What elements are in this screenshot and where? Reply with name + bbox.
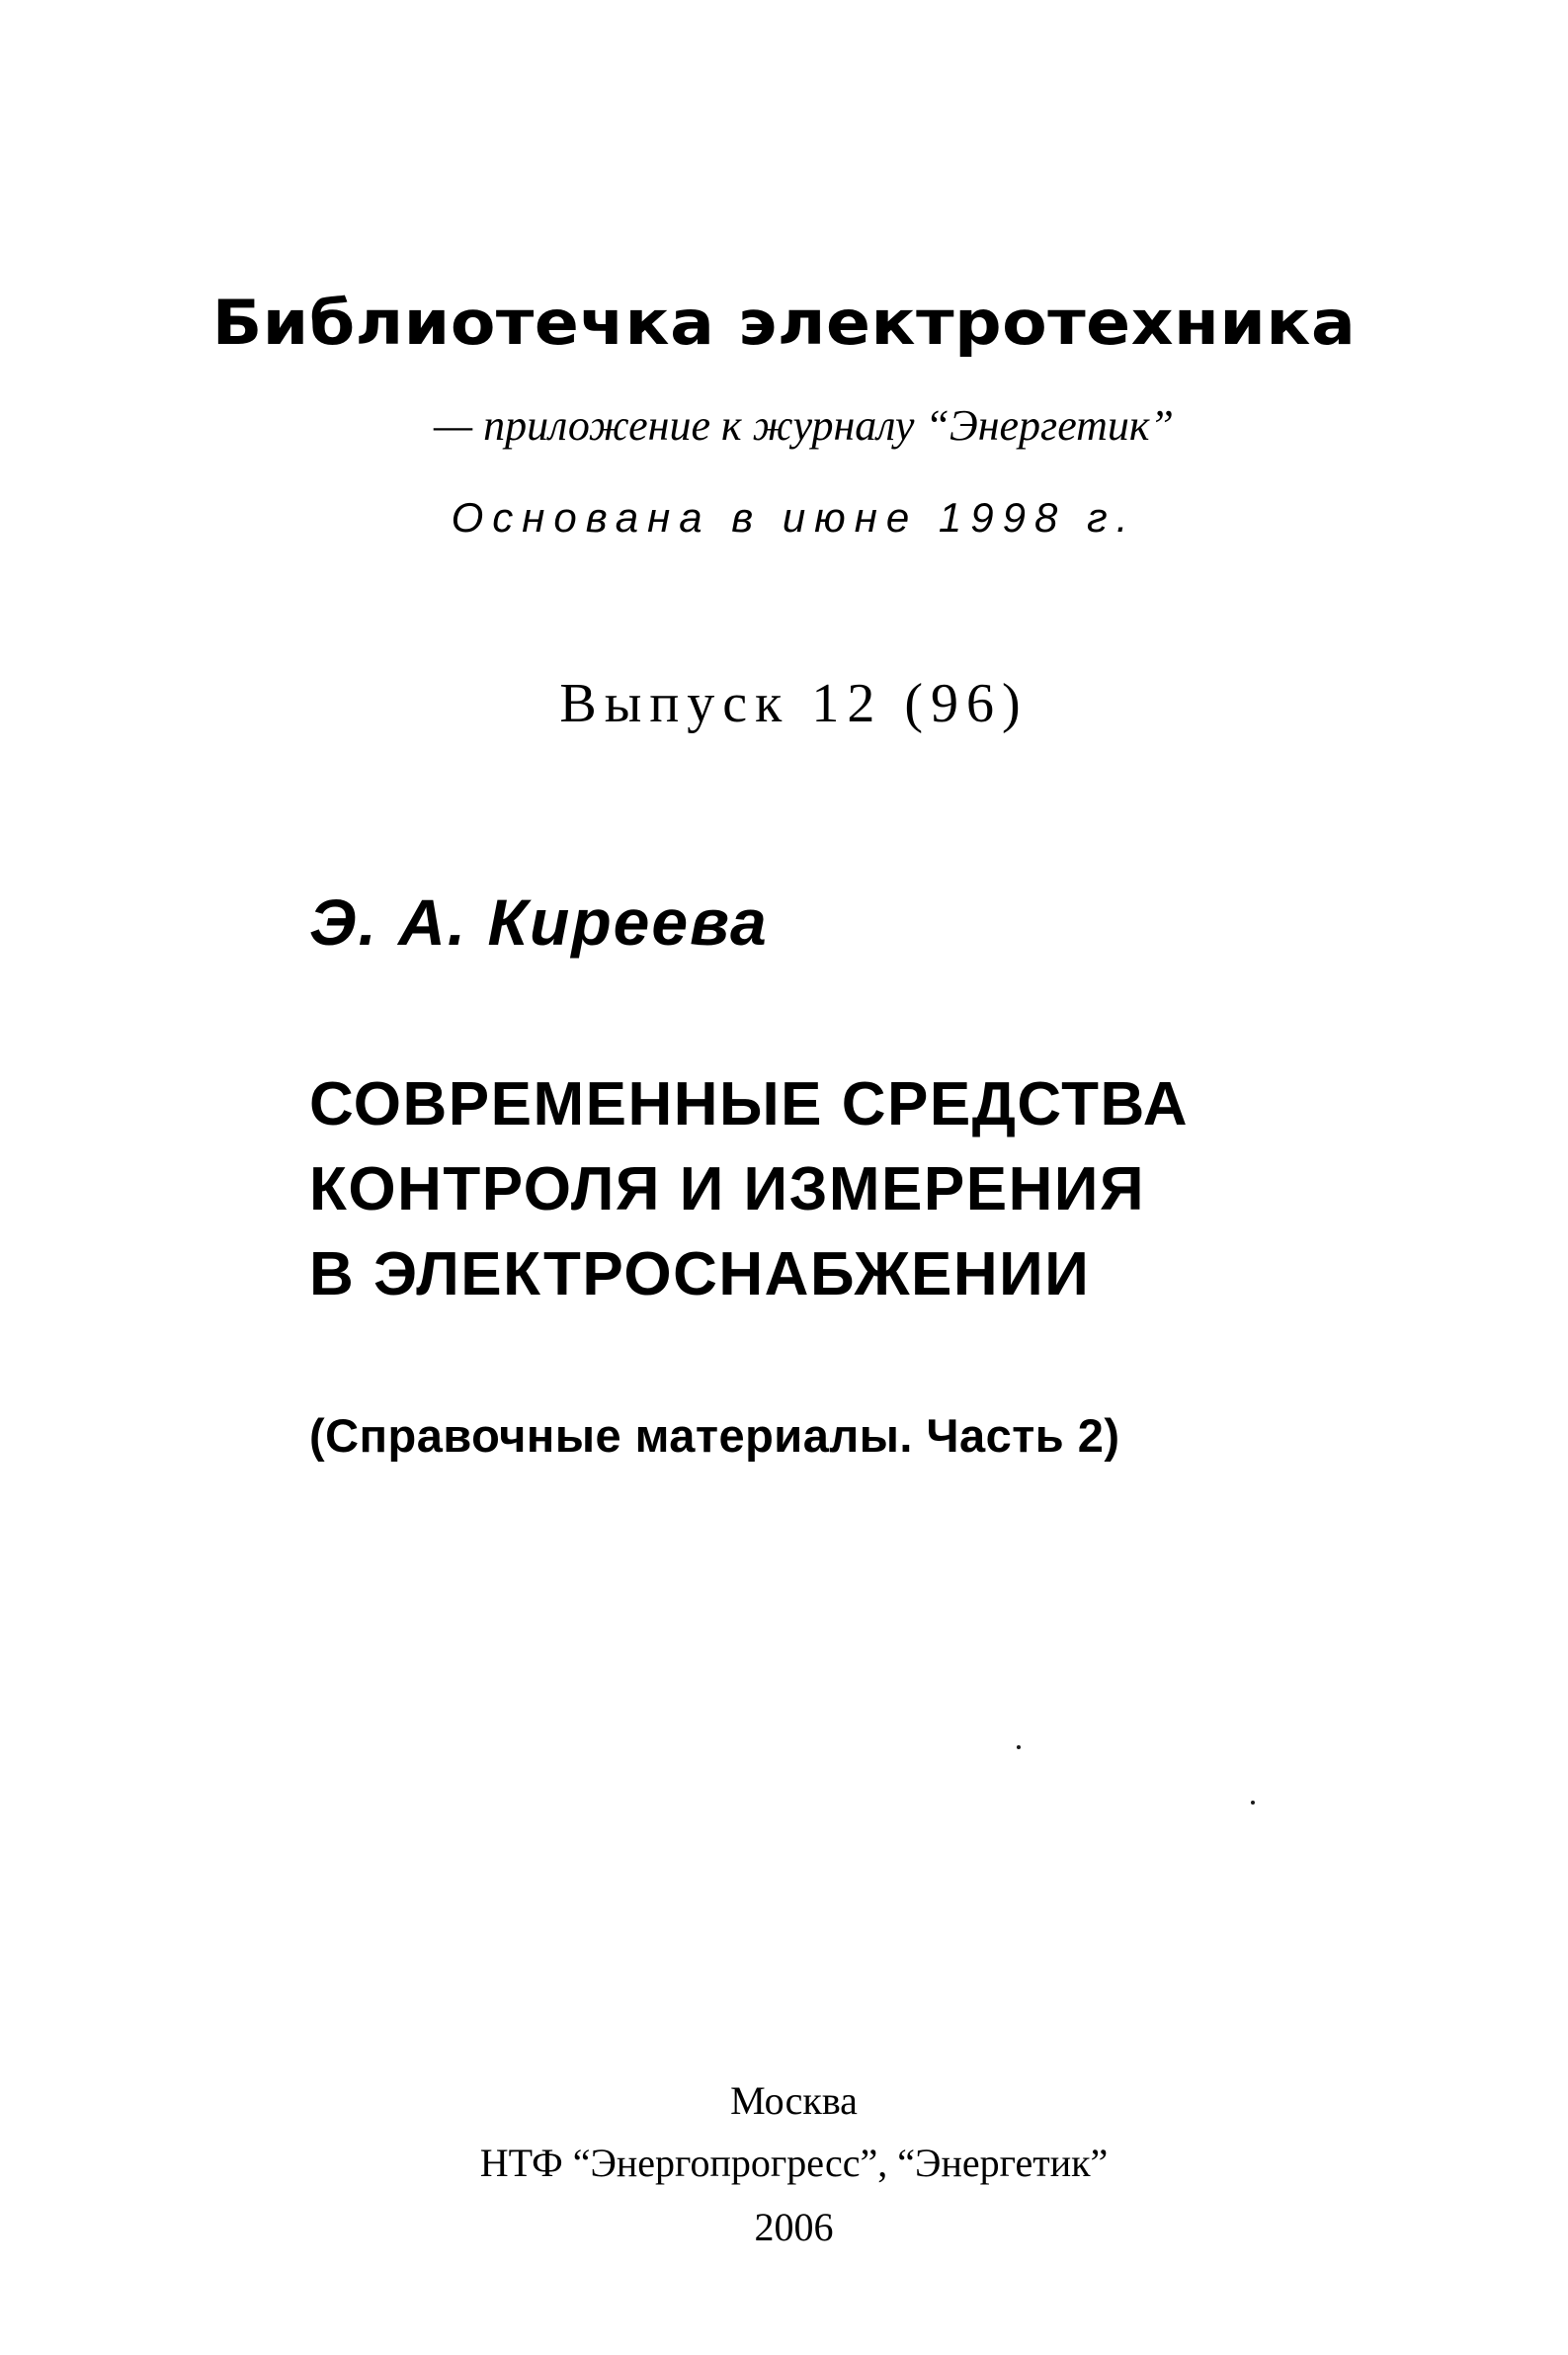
book-title-line: КОНТРОЛЯ И ИЗМЕРЕНИЯ — [309, 1155, 1146, 1223]
imprint-city: Москва — [730, 2078, 858, 2123]
series-founded-date: Основана в июне 1998 г. — [451, 494, 1137, 541]
book-subtitle: (Справочные материалы. Часть 2) — [309, 1409, 1120, 1462]
series-subtitle: — приложение к журналу “Энергетик” — [434, 401, 1174, 450]
issue-number: Выпуск 12 (96) — [559, 673, 1029, 734]
book-title — [309, 1062, 1189, 1317]
book-title-line: В ЭЛЕКТРОСНАБЖЕНИИ — [309, 1240, 1091, 1308]
imprint-publisher: НТФ “Энергопрогресс”, “Энергетик” — [479, 2141, 1109, 2185]
scan-speck — [1251, 1801, 1255, 1805]
imprint-year: 2006 — [754, 2205, 834, 2249]
series-title: Библиотечка электротехника — [211, 287, 1357, 359]
scan-speck — [1017, 1745, 1021, 1749]
author-name: Э. А. Киреева — [309, 885, 769, 959]
book-title-line: СОВРЕМЕННЫЕ СРЕДСТВА — [309, 1070, 1189, 1138]
